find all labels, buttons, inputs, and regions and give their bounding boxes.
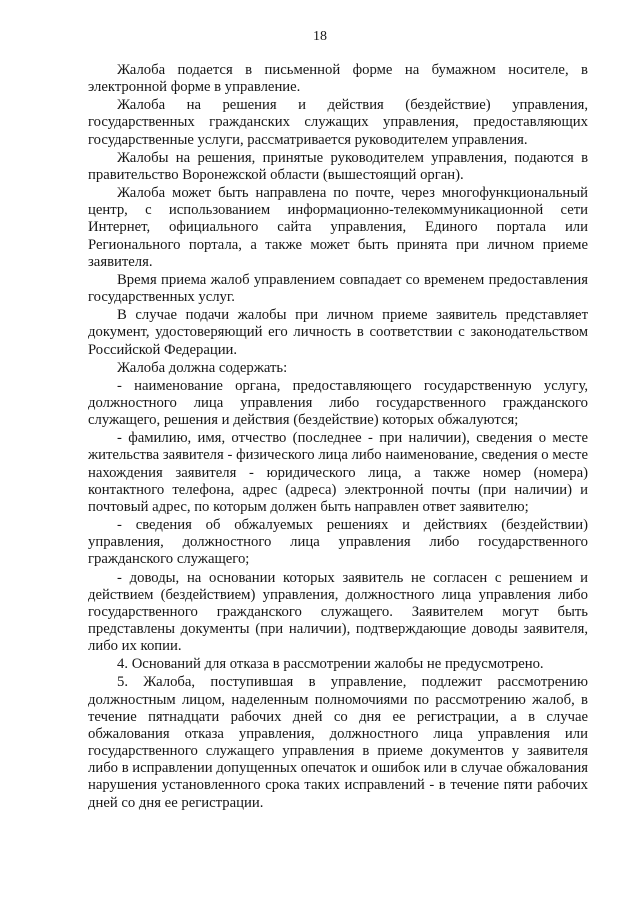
paragraph-no-refusal-grounds: 4. Оснований для отказа в рассмотрении жалобы не предусмотрено. [117,656,544,673]
page-number: 18 [313,29,327,44]
paragraph-review-terms: 5. Жалоба, поступившая в управление, подлежит рассмотрению должностным лицом, наделенным полномочиями по рассмотрению жалоб, в течение пятнадцати рабочих дней со дня ее регистрации, а в случае обжалования отказа управления, должностного лица управления или государственного служащего управления в приеме документов у заявителя либо в исправлении допущенных опечаток и ошибок или в случае обжалования нарушения установленного срока таких исправлений - в течение пяти рабочих дней со дня ее регистрации. [88,674,588,811]
list-item-arguments: - доводы, на основании которых заявитель не согласен с решением и действием (бездействием) управления, должностного лица управления либо государственного гражданского служащего. Заявителем могут быть представлены документы (при наличии), подтверждающие доводы заявителя, либо их копии. [88,569,588,655]
paragraph-complaint-form: Жалоба подается в письменной форме на бумажном носителе, в электронной форме в управление. [88,62,588,96]
list-item-contested-decisions: - сведения об обжалуемых решениях и действиях (бездействии) управления, должностного лица управления либо государственного гражданского служащего; [88,517,588,568]
paragraph-complaint-review: Жалоба на решения и действия (бездействие) управления, государственных гражданских служащих управления, предоставляющих государственные услуги, рассматривается руководителем управления. [88,97,588,148]
paragraph-reception-time: Время приема жалоб управлением совпадает со временем предоставления государственных услуг. [88,271,588,306]
paragraph-complaint-contents: Жалоба должна содержать: [117,359,288,376]
list-item-applicant-details: - фамилию, имя, отчество (последнее - при наличии), сведения о месте жительства заявителя - физического лица либо наименование, сведения о месте нахождения заявителя - юридического лица, а также номер (номера) контактного телефона, адрес (адреса) электронной почты (при наличии) и почтовый адрес, по которым должен быть направлен ответ заявителю; [88,430,588,515]
paragraph-complaint-channels: Жалоба может быть направлена по почте, через многофункциональный центр, с использованием информационно-телекоммуникационной сети Интернет, официального сайта управления, Единого портала или Регионального портала, а также может быть принята при личном приеме заявителя. [88,185,588,270]
paragraph-personal-reception: В случае подачи жалобы при личном приеме заявитель представляет документ, удостоверяющий его личность в соответствии с законодательством Российской Федерации. [88,307,588,358]
document-body [88,62,588,812]
list-item-authority-name: - наименование органа, предоставляющего государственную услугу, должностного лица управления либо государственного гражданского служащего, решения и действия (бездействие) которых обжалуются; [88,377,588,429]
paragraph-complaint-head-decisions: Жалобы на решения, принятые руководителем управления, подаются в правительство Воронежской области (вышестоящий орган). [88,149,588,183]
